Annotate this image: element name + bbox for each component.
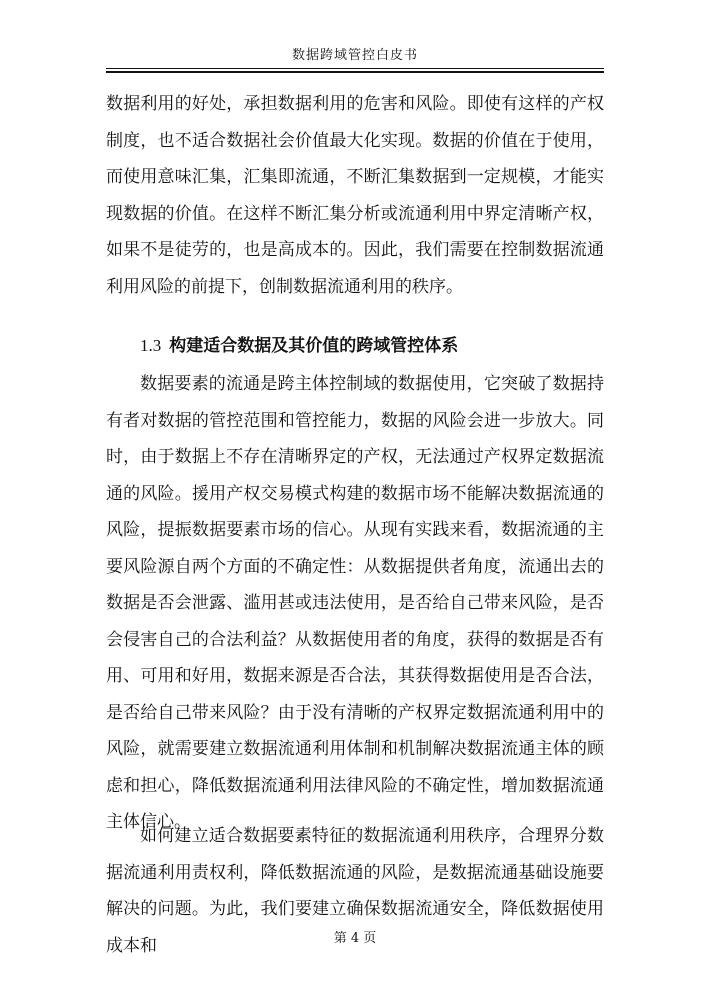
header-rule-thin: [106, 68, 604, 69]
header-rule-thick: [106, 71, 604, 73]
section-title: 构建适合数据及其价值的跨域管控体系: [169, 336, 459, 356]
page-number: 第 4 页: [333, 931, 377, 946]
section-number: 1.3: [140, 336, 162, 355]
paragraph-continued: 数据利用的好处，承担数据利用的危害和风险。即使有这样的产权制度，也不适合数据社会价值最大化实现。数据的价值在于使用，而使用意味汇集，汇集即流通，不断汇集数据到一定规模，才能实现数据的价值。在这样不断汇集分析或流通利用中界定清晰产权，如果不是徒劳的，也是高成本的。因此，我们需要在控制数据流通利用风险的前提下，创制数据流通利用的秩序。: [106, 94, 604, 297]
running-header: 数据跨域管控白皮书: [291, 48, 418, 63]
section-heading: [140, 334, 458, 358]
paragraph-order: 如何建立适合数据要素特征的数据流通利用秩序，合理界分数据流通利用责权利，降低数据流通的风险，是数据流通基础设施要解决的问题。为此，我们要建立确保数据流通安全，降低数据使用成本和: [106, 826, 604, 956]
paragraph-risk: 数据要素的流通是跨主体控制域的数据使用，它突破了数据持有者对数据的管控范围和管控能力，数据的风险会进一步放大。同时，由于数据上不存在清晰界定的产权，无法通过产权界定数据流通的风险。援用产权交易模式构建的数据市场不能解决数据流通的风险，提振数据要素市场的信心。从现有实践来看，数据流通的主要风险源自两个方面的不确定性：从数据提供者角度，流通出去的数据是否会泄露、滥用甚或违法使用，是否给自己带来风险，是否会侵害自己的合法利益？从数据使用者的角度，获得的数据是否有用、可用和好用，数据来源是否合法，其获得数据使用是否合法，是否给自己带来风险？由于没有清晰的产权界定数据流通利用中的风险，就需要建立数据流通利用体制和机制解决数据流通主体的顾虑和担心，降低数据流通利用法律风险的不确定性，增加数据流通主体信心。: [106, 374, 604, 832]
